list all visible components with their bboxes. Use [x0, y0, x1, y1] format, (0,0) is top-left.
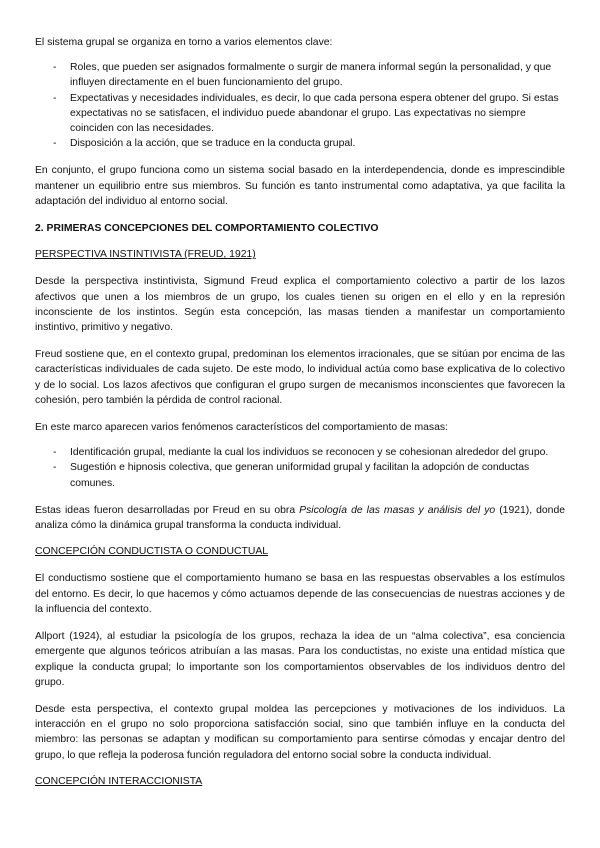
- paragraph: El conductismo sostiene que el comportamiento humano se basa en las respuestas observables a los estímulos del entorno. Es decir, lo que hacemos y cómo actuamos depende de las consecuencias de nuestras acciones y de la influencia del contexto.: [35, 573, 565, 615]
- paragraph: Desde esta perspectiva, el contexto grupal moldea las percepciones y motivaciones de los individuos. La interacción en el grupo no solo proporciona satisfacción social, sino que también influye en la conducta del miembro: las personas se adaptan y modifican su comportamiento para sentirse cómodas y encajar dentro del grupo, lo que refleja la poderosa función reguladora del entorno social sobre la conducta individual.: [35, 703, 565, 761]
- paragraph: Freud sostiene que, en el contexto grupal, predominan los elementos irracionales, que se sitúan por encima de las características individuales de cada sujeto. De este modo, lo individual actúa como base explicativa de lo colectivo y de lo social. Los lazos afectivos que configuran el grupo surgen de mecanismos inconscientes que favorecen la cohesión, pero también la pérdida de control racional.: [35, 349, 565, 406]
- subsection-title-interaccionista: CONCEPCIÓN INTERACCIONISTA: [35, 775, 203, 787]
- intro-paragraph: El sistema grupal se organiza en torno a varios elementos clave:: [35, 37, 333, 48]
- citation-text-after: (1921), donde analiza cómo la dinámica grupal transforma la conducta individual.: [35, 504, 566, 532]
- subsection-title-conductista: CONCEPCIÓN CONDUCTISTA O CONDUCTUAL: [35, 546, 269, 558]
- paragraph: Allport (1924), al estudiar la psicología de los grupos, rechaza la idea de un “alma colectiva”, esa conciencia emergente que algunos teóricos atribuían a las masas. Para los conductistas, no existe una entidad mística que explique la conducta grupal; lo importante son los comportamientos observables de los individuos dentro del grupo.: [35, 631, 565, 688]
- conclusion-paragraph: En conjunto, el grupo funciona como un sistema social basado en la interdependencia, donde es imprescindible mantener un equilibrio entre sus miembros. Su función es tanto instrumental como adaptativa, ya que facilita la adaptación del individuo al entorno social.: [35, 165, 565, 207]
- citation-text-before: Estas ideas fueron desarrolladas por Freud en su obra: [35, 504, 300, 516]
- list-item: - Expectativas y necesidades individuales, es decir, lo que cada persona espera obtener del grupo. Si estas expectativas no se satisfacen, el individuo puede abandonar el grupo. Las expectativas no siempre coinciden con las necesidades.: [35, 91, 565, 137]
- book-title: Psicología de las masas y análisis del yo: [299, 504, 496, 516]
- list-item: - Disposición a la acción, que se traduce en la conducta grupal.: [35, 136, 565, 151]
- paragraph: En este marco aparecen varios fenómenos característicos del comportamiento de masas:: [35, 422, 448, 434]
- list-item: - Roles, que pueden ser asignados formalmente o surgir de manera informal según la personalidad, y que influyen directamente en el buen funcionamiento del grupo.: [35, 60, 565, 90]
- paragraph: Desde la perspectiva instintivista, Sigmund Freud explica el comportamiento colectivo a partir de los lazos afectivos que unen a los miembros de un grupo, los cuales tienen su origen en el ello y en la represión inconsciente de los instintos. Según esta concepción, las masas tienden a manifestar un comportamiento instintivo, primitivo y negativo.: [35, 276, 565, 334]
- phenomena-list: [35, 445, 565, 491]
- list-item: - Identificación grupal, mediante la cual los individuos se reconocen y se cohesionan alrededor del grupo.: [35, 445, 565, 460]
- section-heading: 2. PRIMERAS CONCEPCIONES DEL COMPORTAMIENTO COLECTIVO: [35, 223, 379, 235]
- document-page: [35, 35, 565, 789]
- list-item: - Sugestión e hipnosis colectiva, que generan uniformidad grupal y facilitan la adopción de conductas comunes.: [35, 460, 565, 490]
- subsection-title-instintivista: PERSPECTIVA INSTINTIVISTA (FREUD, 1921): [35, 249, 256, 261]
- paragraph-with-citation: [35, 503, 565, 533]
- key-elements-list: [35, 60, 565, 151]
